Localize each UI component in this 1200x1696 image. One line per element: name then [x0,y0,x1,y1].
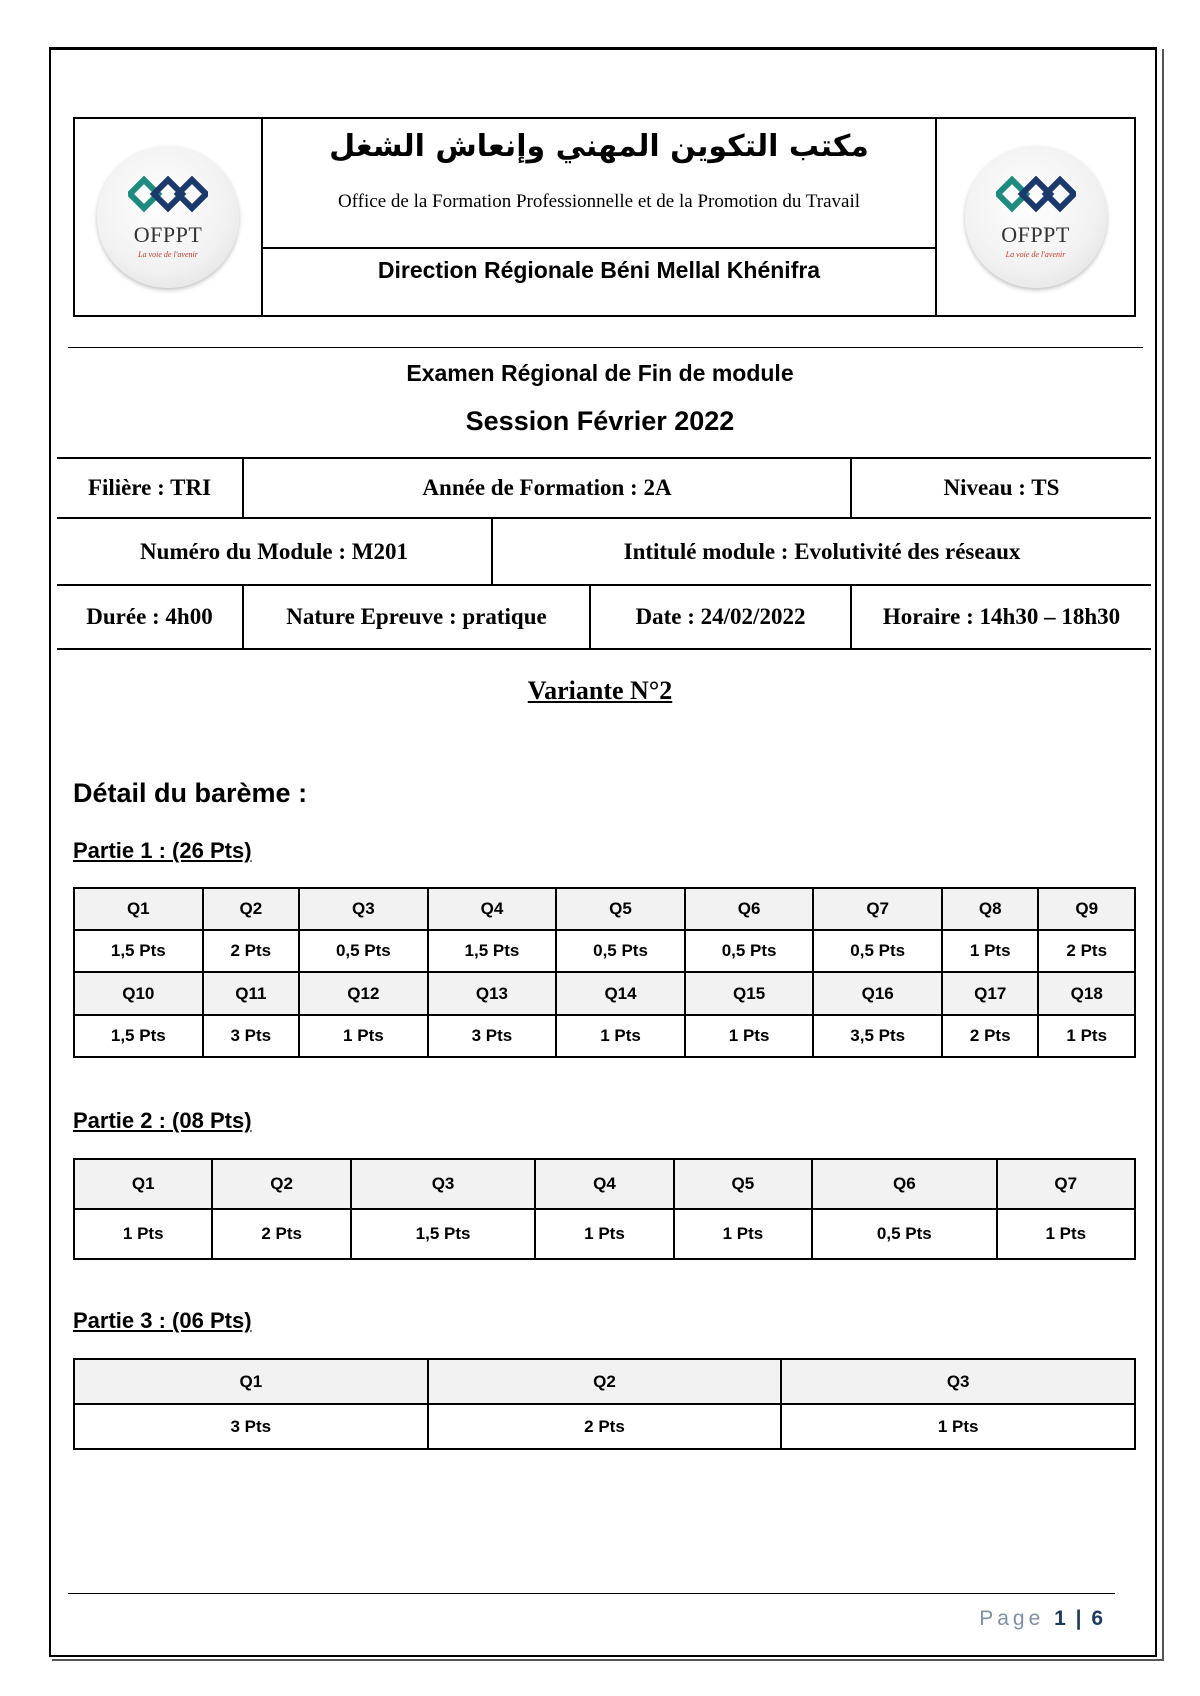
table-cell: Q7 [997,1159,1135,1209]
header-title-row [261,119,937,249]
table-cell: Q1 [74,888,203,930]
exam-title: Examen Régional de Fin de module [406,360,794,386]
duree: Durée : 4h00 [86,604,213,629]
table-row [74,1015,1135,1057]
table-cell: Q13 [428,972,557,1015]
table-row [74,1209,1135,1259]
table-cell: 1 Pts [299,1015,428,1057]
table-cell: Q3 [781,1359,1135,1404]
table-cell: Q7 [813,888,942,930]
table-cell: Q11 [203,972,300,1015]
table-cell: 1,5 Pts [428,930,557,972]
table-cell: 1 Pts [781,1404,1135,1449]
table-cell: Q15 [685,972,814,1015]
table-cell: 0,5 Pts [813,930,942,972]
logo-tagline: La voie de l'avenir [138,250,198,259]
table-cell: Q2 [212,1159,350,1209]
exam-session: Session Février 2022 [465,406,735,436]
table-row [74,930,1135,972]
table-row [74,1404,1135,1449]
table-cell: 2 Pts [942,1015,1039,1057]
intitule-module: Intitulé module : Evolutivité des réseaux [491,519,1151,584]
table-cell: 3 Pts [428,1015,557,1057]
niveau: Niveau : TS [850,459,1151,517]
table-row [74,1359,1135,1404]
info-row-2 [57,517,1151,584]
table-cell: Q2 [428,1359,782,1404]
numero-module: Numéro du Module : M201 [140,538,408,564]
info-row-1 [57,457,1151,517]
table-cell: Q4 [428,888,557,930]
table-cell: 0,5 Pts [685,930,814,972]
logo-cell-left [75,119,263,315]
footer-divider [68,1593,1115,1594]
table-cell: Q6 [685,888,814,930]
table-cell: Q6 [812,1159,996,1209]
table-cell: Q3 [351,1159,535,1209]
table-cell: 0,5 Pts [299,930,428,972]
table-cell: 1 Pts [674,1209,812,1259]
date: Date : 24/02/2022 [589,586,850,648]
nature-epreuve: Nature Epreuve : pratique [242,586,589,648]
table-cell: Q18 [1038,972,1135,1015]
table-row [74,888,1135,930]
table-cell: 3,5 Pts [813,1015,942,1057]
table-cell: Q12 [299,972,428,1015]
table-cell: Q14 [556,972,685,1015]
logo-brand: OFPPT [133,222,203,247]
table-cell: Q1 [74,1159,212,1209]
office-name: Office de la Formation Professionnelle et de la Promotion du Travail [337,191,861,212]
table-cell: 1 Pts [556,1015,685,1057]
ofppt-logo-icon [97,146,239,288]
table-cell: Q9 [1038,888,1135,930]
table-cell: 1,5 Pts [74,1015,203,1057]
table-cell: 0,5 Pts [812,1209,996,1259]
table-cell: 1 Pts [685,1015,814,1057]
arabic-title: مكتب التكوين المهني وإنعاش الشغل [329,129,869,164]
table-cell: Q5 [674,1159,812,1209]
partie-1-title: Partie 1 : (26 Pts) [73,838,252,863]
table-cell: 1 Pts [997,1209,1135,1259]
table-cell: Q10 [74,972,203,1015]
table-cell: 2 Pts [428,1404,782,1449]
page-label: Page [979,1607,1045,1630]
table-cell: 1 Pts [535,1209,673,1259]
table-cell: Q5 [556,888,685,930]
ofppt-logo-icon [965,146,1107,288]
table-cell: Q2 [203,888,300,930]
ofppt-emblem-icon [128,176,208,218]
table-cell: Q8 [942,888,1039,930]
table-cell: Q17 [942,972,1039,1015]
table-cell: 1 Pts [1038,1015,1135,1057]
page-number [979,1607,1105,1631]
table-cell: 1 Pts [942,930,1039,972]
header-middle [261,119,937,315]
table-cell: 1,5 Pts [74,930,203,972]
page-count: 1 | 6 [1054,1607,1105,1630]
table-cell: Q3 [299,888,428,930]
partie-3-title: Partie 3 : (06 Pts) [73,1308,252,1333]
table-cell: 1,5 Pts [351,1209,535,1259]
table-row [74,1159,1135,1209]
logo-tagline: La voie de l'avenir [1005,250,1066,259]
header-box [73,117,1136,317]
bareme-title: Détail du barème : [73,778,308,808]
table-cell: 0,5 Pts [556,930,685,972]
ofppt-emblem-icon [996,176,1076,218]
direction-name: Direction Régionale Béni Mellal Khénifra [377,257,821,283]
table-cell: Q1 [74,1359,428,1404]
variante: Variante N°2 [527,676,673,705]
logo-cell-right [935,119,1134,315]
table-row [74,972,1135,1015]
table-cell: 2 Pts [203,930,300,972]
horaire: Horaire : 14h30 – 18h30 [850,586,1151,648]
partie-2-title: Partie 2 : (08 Pts) [73,1108,252,1133]
table-cell: 3 Pts [74,1404,428,1449]
table-cell: 2 Pts [1038,930,1135,972]
partie-3-table [73,1358,1136,1450]
header-divider [68,347,1143,348]
logo-brand: OFPPT [1001,222,1070,247]
table-cell: 2 Pts [212,1209,350,1259]
partie-1-table [73,887,1136,1058]
table-cell: Q16 [813,972,942,1015]
info-row-3 [57,584,1151,650]
table-cell: 1 Pts [74,1209,212,1259]
table-cell: 3 Pts [203,1015,300,1057]
annee-formation: Année de Formation : 2A [242,459,850,517]
filiere: Filière : TRI [87,475,212,500]
partie-2-table [73,1158,1136,1260]
table-cell: Q4 [535,1159,673,1209]
